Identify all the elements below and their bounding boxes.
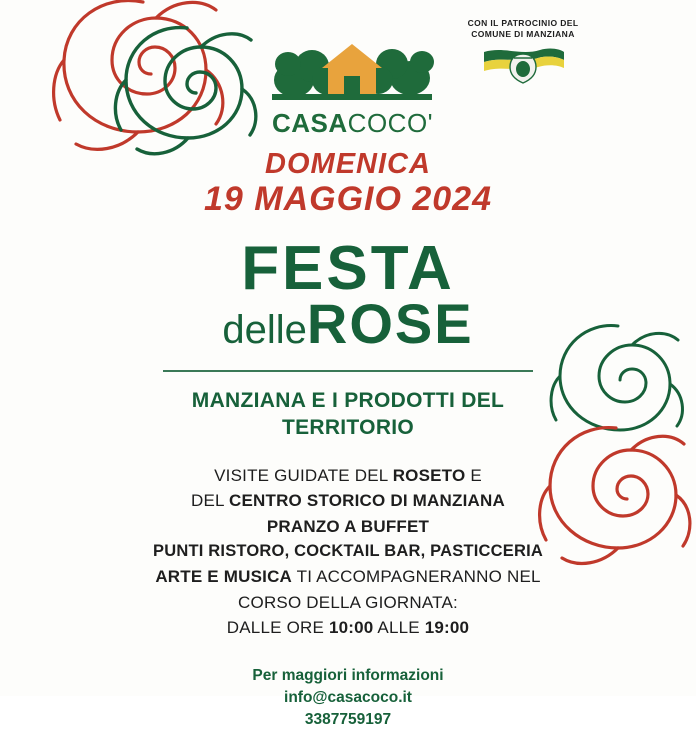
- info-phone[interactable]: 3387759197: [304, 711, 392, 729]
- details-5b: TI ACCOMPAGNERANNO NEL: [292, 567, 541, 586]
- details-7d: 19:00: [424, 618, 470, 637]
- details-7a: DALLE ORE: [226, 618, 329, 637]
- info-line-1: Per maggiori informazioni: [252, 666, 444, 684]
- details-line-1: [0, 463, 696, 489]
- event-subtitle: [0, 388, 696, 441]
- house-with-trees-icon: [272, 34, 432, 106]
- logo-name-light: COCO': [347, 108, 434, 138]
- patronage-line-1: CON IL PATROCINIO DEL: [467, 18, 579, 28]
- details-line-7: [0, 615, 696, 641]
- title-line-2: [0, 292, 696, 356]
- event-details: [0, 463, 696, 641]
- subtitle-line-1: MANZIANA E I PRODOTTI DEL: [191, 389, 505, 413]
- title-rose: ROSE: [306, 292, 474, 356]
- details-2b: CENTRO STORICO DI MANZIANA: [229, 491, 505, 511]
- title-divider: [163, 370, 533, 372]
- details-7b: 10:00: [328, 618, 374, 637]
- casacoco-logo: [272, 34, 432, 139]
- details-line-5: [0, 564, 696, 590]
- patronage-line-2: COMUNE DI MANZIANA: [471, 29, 575, 39]
- contact-info: [0, 665, 696, 732]
- details-2a: DEL: [191, 491, 229, 511]
- poster-header: [0, 18, 696, 158]
- patronage-block: [438, 18, 608, 86]
- details-line-4: PUNTI RISTORO, COCKTAIL BAR, PASTICCERIA: [153, 542, 543, 561]
- subtitle-line-2: TERRITORIO: [281, 415, 415, 439]
- event-date: 19 MAGGIO 2024: [203, 179, 492, 218]
- details-1c: E: [465, 465, 482, 485]
- info-email[interactable]: info@casacoco.it: [284, 688, 412, 706]
- details-1a: VISITE GUIDATE DEL: [214, 465, 393, 485]
- details-1b: ROSETO: [392, 465, 466, 485]
- poster-content: [0, 150, 696, 732]
- details-line-2: [0, 488, 696, 514]
- event-weekday: DOMENICA: [265, 148, 431, 180]
- details-line-3: PRANZO A BUFFET: [266, 516, 430, 536]
- manziana-coat-of-arms-icon: [480, 46, 566, 86]
- details-7c: ALLE: [373, 618, 425, 637]
- casacoco-wordmark: [272, 108, 432, 139]
- title-line-1: FESTA: [241, 234, 455, 304]
- logo-name-bold: CASA: [272, 108, 348, 138]
- event-title: [0, 234, 696, 356]
- details-line-6: CORSO DELLA GIORNATA:: [238, 592, 458, 612]
- details-5a: ARTE E MUSICA: [155, 567, 293, 586]
- title-delle: delle: [222, 308, 307, 353]
